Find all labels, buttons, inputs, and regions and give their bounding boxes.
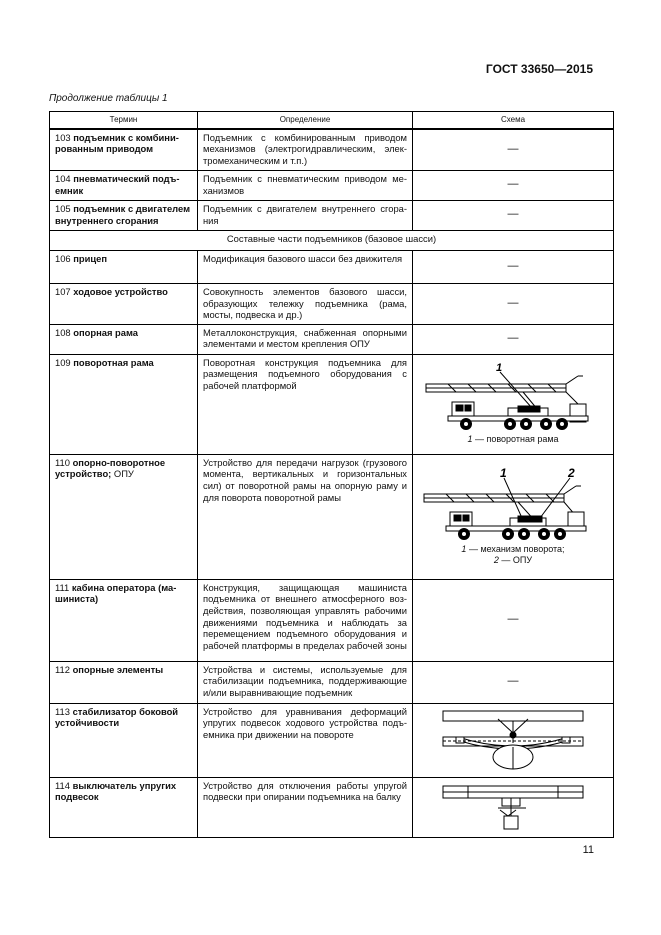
caption-number: 1 [461, 544, 467, 555]
term-number: 114 [55, 779, 70, 791]
term-cell [50, 171, 198, 201]
term-text: подъемник с двигателем внутреннего сгорания [55, 203, 191, 226]
definition-cell: Устройство для передачи нагрузок (грузового момента, вертикальных и горизонтальных сил) от поворотной рамы на опорную раму и для поворота поворотной рамы [198, 454, 413, 579]
term-cell [50, 129, 198, 171]
schema-cell [413, 251, 614, 284]
schema-cell [413, 579, 614, 661]
table-row [50, 777, 614, 837]
definition-cell: Подъемник с двигателем внутреннего сгорания [198, 201, 413, 231]
schema-cell [413, 777, 614, 837]
schema-cell [413, 284, 614, 325]
term-text: стабилизатор боковой устойчивости [55, 705, 179, 729]
definition-cell: Конструкция, защищающая машиниста подъемника от внешнего атмосферного воздействия, позволяющая управлять рабочими движениями подъемника и наблюдать за перемещением подъемного оборудования и рабочей платформы в пределах рабочей зоны [198, 579, 413, 661]
schema-dash: — [507, 208, 519, 221]
term-cell [50, 661, 198, 703]
schema-cell [413, 454, 614, 579]
term-text: опорные элементы [72, 663, 164, 675]
table-row [50, 661, 614, 703]
schema-dash: — [507, 178, 519, 191]
definition-cell: Модификация базового шасси без движителя [198, 251, 413, 284]
term-text: прицеп [73, 253, 108, 265]
term-text: кабина оператора (машиниста) [55, 581, 177, 605]
term-number: 112 [55, 663, 70, 675]
term-number: 105 [55, 203, 71, 215]
table-row [50, 284, 614, 325]
caption-text: — ОПУ [498, 555, 533, 566]
schema-caption [418, 434, 608, 445]
term-number: 113 [55, 705, 70, 717]
section-title: Составные части подъемников (базовое шасси) [50, 231, 614, 251]
term-text: опорно-поворотное устройство; [55, 456, 166, 480]
term-number: 104 [55, 173, 71, 185]
column-header-definition: Определение [198, 112, 413, 129]
page-number: 11 [582, 844, 594, 856]
table-header-row [50, 112, 614, 129]
schema-cell [413, 171, 614, 201]
term-cell [50, 324, 198, 354]
term-text: поворотная рама [73, 356, 154, 368]
term-abbrev: ОПУ [111, 468, 134, 480]
table-row [50, 171, 614, 201]
table-row [50, 129, 614, 171]
term-cell [50, 354, 198, 454]
caption-text: — поворотная рама [472, 434, 559, 445]
schema-dash: — [507, 259, 519, 272]
term-cell [50, 251, 198, 284]
caption-number: 2 [493, 555, 499, 566]
term-text: выключатель упругих подвесок [55, 779, 177, 803]
section-row [50, 231, 614, 251]
term-cell [50, 703, 198, 777]
marker-1: 1 [500, 466, 507, 481]
crane-truck-diagram [418, 466, 608, 544]
table-row [50, 251, 614, 284]
definition-cell: Подъемник с комбинированным приводом механизмов (электрогидравлическим, электромеханическим и т.п.) [198, 129, 413, 171]
schema-cell [413, 661, 614, 703]
table-caption: Продолжение таблицы 1 [49, 93, 168, 104]
term-text: подъемник с комбинированным приводом [55, 131, 179, 155]
table-row [50, 703, 614, 777]
schema-dash: — [507, 142, 519, 155]
schema-caption [418, 544, 608, 566]
caption-number: 1 [467, 434, 473, 445]
schema-dash: — [507, 332, 519, 345]
marker-1: 1 [496, 362, 503, 375]
term-cell [50, 777, 198, 837]
term-cell [50, 201, 198, 231]
crane-truck-diagram [418, 362, 608, 434]
schema-cell [413, 201, 614, 231]
definition-cell: Поворотная конструкция подъемника для размещения подъемного оборудования с рабочей платформой [198, 354, 413, 454]
term-number: 106 [55, 253, 71, 265]
term-cell [50, 284, 198, 325]
table-row [50, 324, 614, 354]
definition-cell: Подъемник с пневматическим приводом механизмов [198, 171, 413, 201]
table-row [50, 354, 614, 454]
term-text: пневматический подъемник [55, 173, 180, 196]
terms-table [49, 111, 614, 838]
column-header-term: Термин [50, 112, 198, 129]
schema-dash: — [507, 675, 519, 688]
term-cell [50, 579, 198, 661]
schema-cell [413, 129, 614, 171]
schema-dash: — [507, 296, 519, 309]
definition-cell: Устройства и системы, используемые для стабилизации подъемника, поддерживающие и/или выравнивающие подъемник [198, 661, 413, 703]
table-row [50, 201, 614, 231]
table-row [50, 579, 614, 661]
term-number: 107 [55, 286, 71, 298]
column-header-schema: Схема [413, 112, 614, 129]
schema-dash: — [507, 613, 519, 626]
definition-cell: Металлоконструкция, снабженная опорными элементами и местом крепления ОПУ [198, 324, 413, 354]
schema-cell [413, 324, 614, 354]
suspension-switch-diagram [438, 782, 588, 832]
definition-cell: Устройство для отключения работы упругой подвески при опирании подъемника на балку [198, 777, 413, 837]
schema-cell [413, 703, 614, 777]
term-number: 108 [55, 326, 71, 338]
definition-cell: Устройство для уравнивания деформаций упругих подвесок ходового устройства подъемника при движении на повороте [198, 703, 413, 777]
term-text: опорная рама [73, 326, 139, 338]
term-number: 111 [55, 581, 70, 593]
term-cell [50, 454, 198, 579]
term-number: 110 [55, 456, 70, 468]
definition-cell: Совокупность элементов базового шасси, образующих тележку подъемника (рама, мосты, подвеска и др.) [198, 284, 413, 325]
standard-number: ГОСТ 33650—2015 [485, 62, 593, 76]
term-number: 103 [55, 131, 71, 143]
marker-2: 2 [568, 466, 575, 481]
caption-text: — механизм поворота; [466, 544, 565, 555]
term-text: ходовое устройство [73, 286, 168, 298]
stabilizer-diagram [438, 707, 588, 773]
table-row [50, 454, 614, 579]
term-number: 109 [55, 356, 71, 368]
schema-cell [413, 354, 614, 454]
